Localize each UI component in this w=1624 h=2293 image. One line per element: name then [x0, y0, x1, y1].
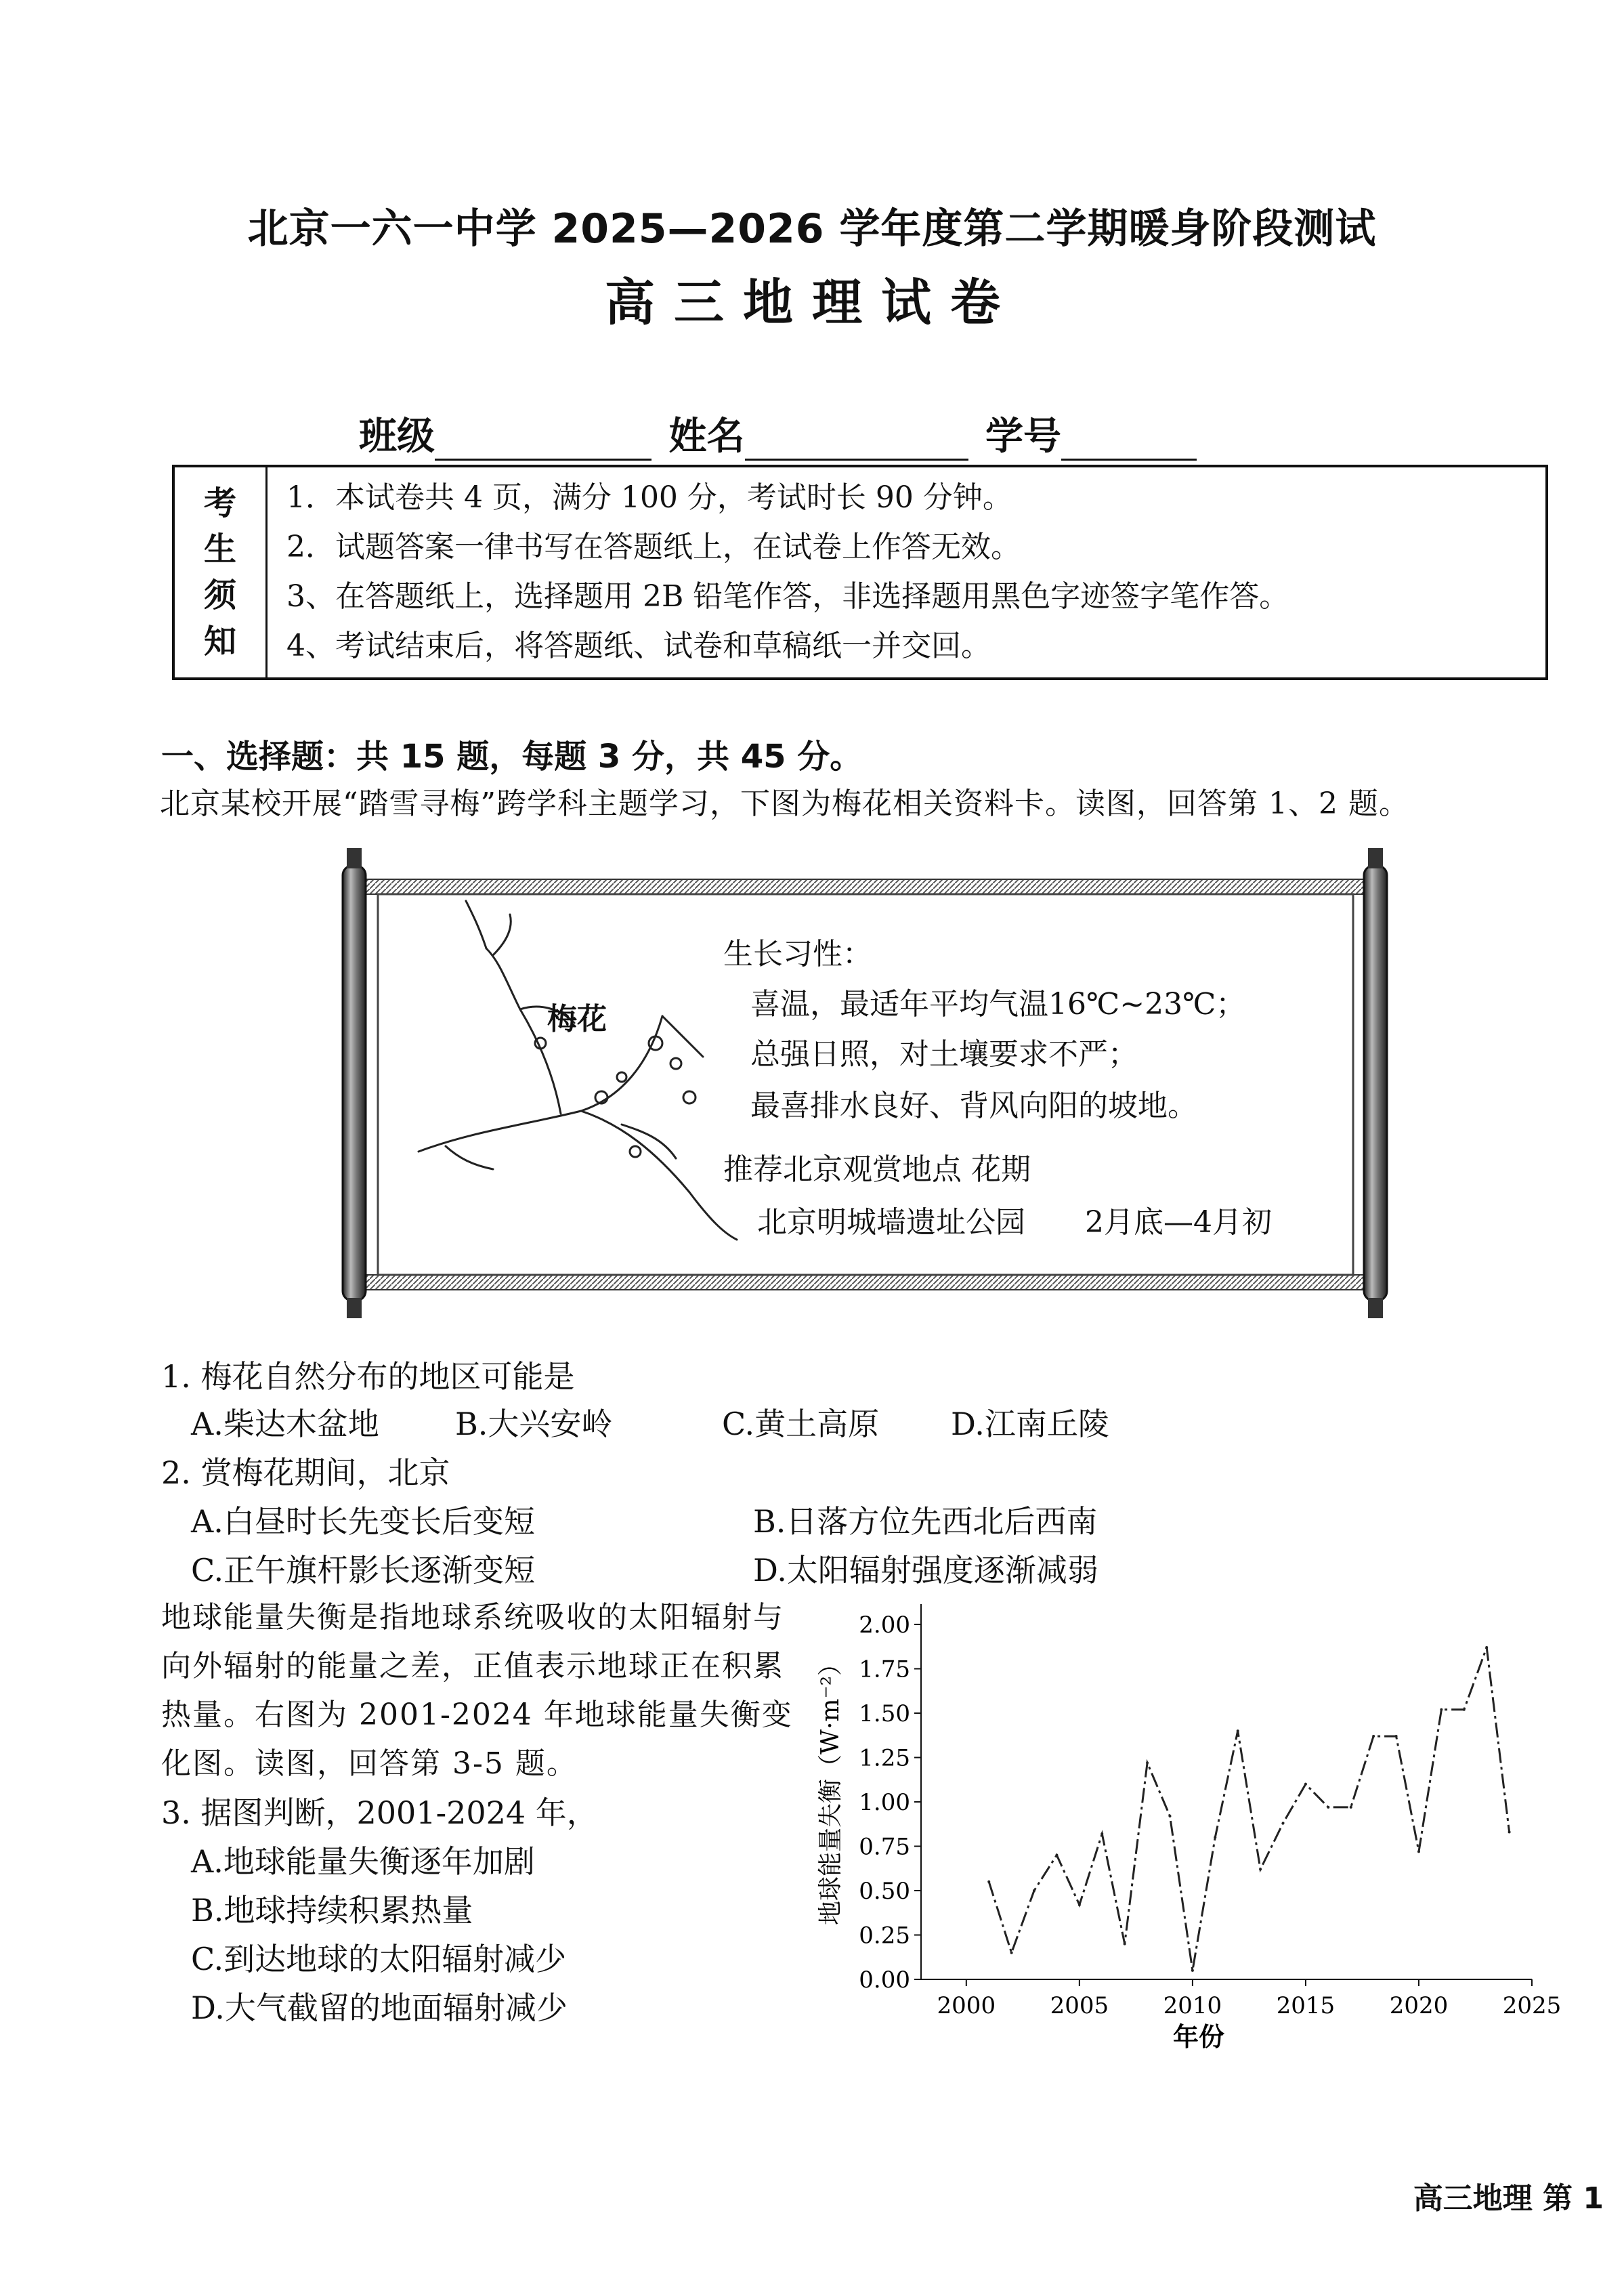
notice-list — [286, 473, 1289, 671]
data-point — [1101, 1832, 1103, 1835]
q1-option-d[interactable]: D.江南丘陵 — [951, 1406, 1109, 1442]
notice-side-label — [175, 467, 268, 677]
data-point — [1191, 1969, 1194, 1972]
recommend-title: 推荐北京观赏地点 花期 — [723, 1152, 1031, 1187]
data-point — [1395, 1735, 1398, 1738]
data-point — [1304, 1783, 1307, 1786]
energy-imbalance-paragraph: 地球能量失衡是指地球系统吸收的太阳辐射与向外辐射的能量之差，正值表示地球正在积累热量。右图为 2001-2024 年地球能量失衡变化图。读图，回答第 3-5 题。 — [161, 1600, 793, 1781]
y-tick-label: 1.00 — [859, 1789, 910, 1816]
data-point — [1168, 1815, 1171, 1817]
data-point — [1508, 1831, 1511, 1834]
data-point — [1010, 1952, 1013, 1954]
energy-imbalance-series-line — [989, 1647, 1509, 1971]
x-tick-label: 2005 — [1050, 1992, 1109, 2019]
data-point — [1372, 1735, 1375, 1738]
q2-option-a[interactable]: A.白昼时长先变长后变短 — [191, 1503, 535, 1540]
y-tick-label: 1.50 — [859, 1700, 910, 1727]
q3-option-d[interactable]: D.大气截留的地面辐射减少 — [191, 1990, 568, 2026]
y-tick-label: 1.75 — [859, 1656, 910, 1683]
notice-item: 4、考试结束后，将答题纸、试卷和草稿纸一并交回。 — [286, 629, 991, 663]
name-field[interactable] — [745, 423, 968, 461]
q3-option-a[interactable]: A.地球能量失衡逐年加剧 — [191, 1843, 535, 1880]
q3-option-b[interactable]: B.地球持续积累热量 — [191, 1892, 473, 1929]
data-point — [1078, 1903, 1081, 1906]
y-tick-label: 0.75 — [859, 1833, 910, 1861]
data-point — [1033, 1889, 1035, 1892]
data-point — [1146, 1761, 1149, 1764]
q3-option-c[interactable]: C.到达地球的太阳辐射减少 — [191, 1941, 567, 1977]
id-field[interactable] — [1061, 423, 1197, 461]
viewing-place: 北京明城墙遗址公园 — [757, 1205, 1025, 1240]
flowering-period: 2月底—4月初 — [1085, 1205, 1272, 1240]
q1-option-a[interactable]: A.柴达木盆地 — [191, 1406, 379, 1442]
exam-subtitle: 高三地理试卷 — [605, 274, 1019, 332]
y-tick-label: 0.50 — [859, 1878, 910, 1905]
q1-option-b[interactable]: B.大兴安岭 — [455, 1406, 613, 1442]
x-tick-label: 2025 — [1502, 1992, 1562, 2019]
x-axis-label: 年份 — [1172, 2022, 1225, 2052]
notice-side-char: 生 — [203, 530, 236, 568]
student-info-row — [359, 406, 1201, 461]
habit-line: 总强日照，对土壤要求不严； — [750, 1037, 1138, 1072]
notice-item: 2．试题答案一律书写在答题纸上，在试卷上作答无效。 — [286, 530, 1021, 564]
y-tick-label: 0.00 — [859, 1966, 910, 1994]
plum-label: 梅花 — [547, 1002, 607, 1036]
q1-option-c[interactable]: C.黄土高原 — [722, 1406, 880, 1442]
notice-item: 3、在答题纸上，选择题用 2B 铅笔作答，非选择题用黑色字迹签字笔作答。 — [286, 579, 1289, 614]
q2-stem: 2. 赏梅花期间，北京 — [161, 1454, 450, 1491]
habit-line: 最喜排水良好、背风向阳的坡地。 — [750, 1089, 1197, 1123]
class-field[interactable] — [435, 423, 651, 461]
habit-title: 生长习性： — [723, 937, 872, 971]
notice-side-char: 知 — [203, 623, 236, 660]
notice-side-char: 须 — [203, 576, 236, 614]
page-footer: 高三地理 第 1 — [1413, 2181, 1604, 2216]
q2-option-b[interactable]: B.日落方位先西北后西南 — [753, 1503, 1098, 1540]
data-point — [1485, 1646, 1488, 1649]
y-tick-label: 2.00 — [859, 1612, 910, 1639]
data-point — [1327, 1806, 1329, 1809]
name-label: 姓名 — [668, 415, 745, 459]
class-label: 班级 — [359, 415, 435, 459]
x-tick-label: 2000 — [937, 1992, 996, 2019]
data-point — [1237, 1729, 1239, 1732]
section-heading: 一、选择题：共 15 题，每题 3 分，共 45 分。 — [161, 738, 863, 776]
q2-option-d[interactable]: D.太阳辐射强度逐渐减弱 — [753, 1552, 1098, 1589]
x-tick-label: 2010 — [1163, 1992, 1222, 2019]
q2-option-c[interactable]: C.正午旗杆影长逐渐变短 — [191, 1552, 536, 1589]
plum-info-card — [337, 840, 1394, 1341]
energy-imbalance-chart — [806, 1599, 1562, 2059]
data-point — [1350, 1806, 1352, 1809]
data-point — [1440, 1708, 1443, 1711]
x-tick-label: 2020 — [1389, 1992, 1449, 2019]
y-tick-label: 1.25 — [859, 1744, 910, 1772]
notice-item: 1．本试卷共 4 页，满分 100 分，考试时长 90 分钟。 — [286, 480, 1012, 515]
section-intro: 北京某校开展“踏雪寻梅”跨学科主题学习，下图为梅花相关资料卡。读图，回答第 1、2 题。 — [160, 786, 1409, 821]
x-tick-label: 2015 — [1276, 1992, 1335, 2019]
data-point — [1124, 1943, 1126, 1945]
data-point — [1417, 1850, 1420, 1853]
habit-line: 喜温，最适年平均气温16℃~23℃； — [750, 987, 1246, 1022]
y-tick-label: 0.25 — [859, 1922, 910, 1950]
q3-stem: 3. 据图判断，2001-2024 年， — [161, 1794, 598, 1831]
exam-title: 北京一六一中学 2025—2026 学年度第二学期暖身阶段测试 — [247, 205, 1377, 253]
notice-box — [172, 465, 1548, 680]
data-point — [1055, 1854, 1058, 1857]
data-point — [1463, 1708, 1466, 1711]
notice-side-char: 考 — [203, 484, 236, 522]
data-point — [1282, 1822, 1285, 1824]
y-axis-label: 地球能量失衡（W·m⁻²） — [817, 1651, 845, 1926]
data-point — [1214, 1836, 1216, 1838]
id-label: 学号 — [985, 415, 1061, 459]
data-point — [1259, 1868, 1262, 1871]
data-point — [987, 1880, 990, 1883]
q1-stem: 1. 梅花自然分布的地区可能是 — [161, 1358, 575, 1395]
